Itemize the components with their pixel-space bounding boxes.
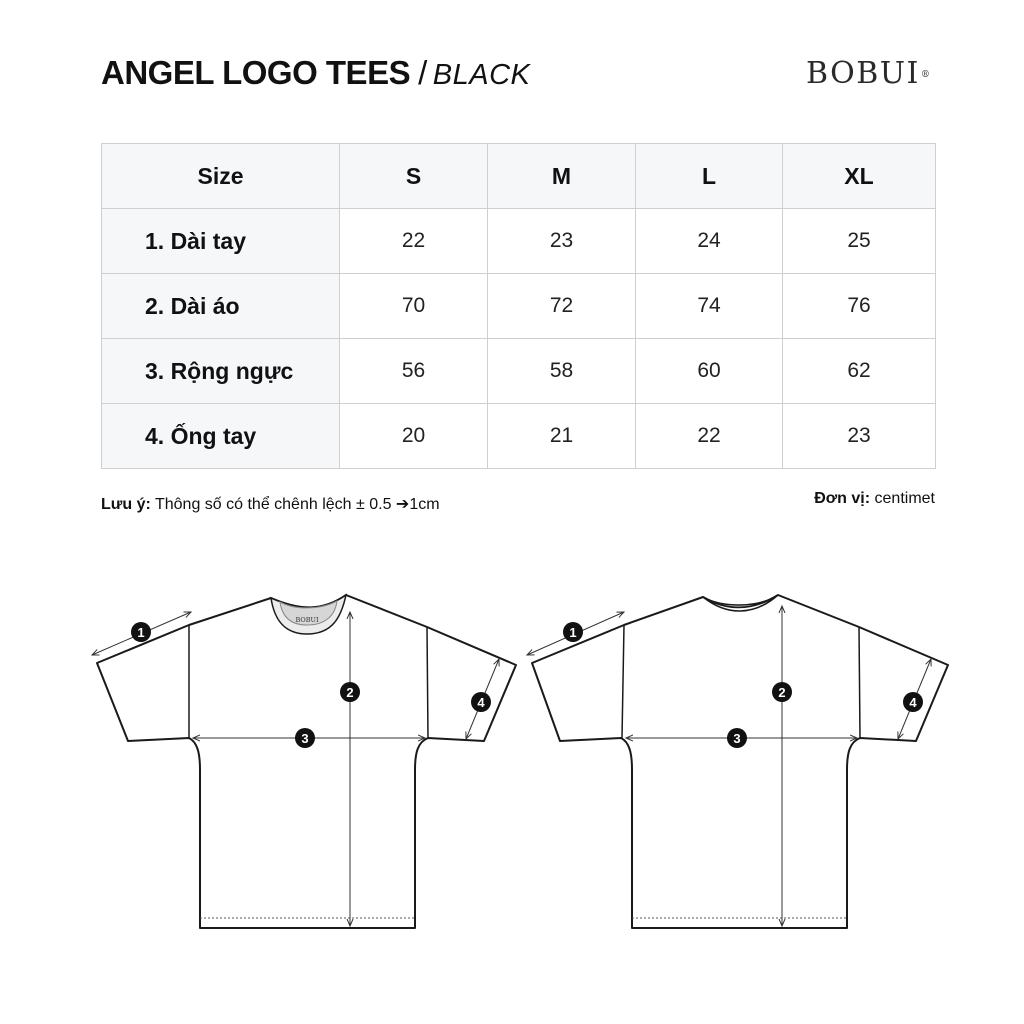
table-cell: 74 (636, 274, 783, 339)
tshirt-back-outline (532, 595, 948, 928)
size-chart-table (101, 143, 936, 469)
title-variant: BLACK (432, 59, 531, 91)
table-row (102, 404, 936, 469)
table-cell: 22 (340, 209, 488, 274)
table-cell: 25 (783, 209, 936, 274)
measurement-diagram (0, 560, 1024, 1000)
size-header-cell: Size (102, 144, 340, 209)
table-cell: 22 (636, 404, 783, 469)
product-title (101, 54, 530, 92)
tshirt-back (527, 595, 948, 928)
marker-1 (563, 622, 583, 642)
unit-text: centimet (874, 490, 935, 507)
right-armhole-seam (859, 627, 860, 738)
marker-3 (295, 728, 315, 748)
svg-text:3: 3 (733, 731, 741, 746)
title-name: ANGEL LOGO TEES (101, 54, 411, 91)
measurement-label: 3. Rộng ngực (102, 339, 340, 404)
table-cell: 76 (783, 274, 936, 339)
size-column-header: XL (783, 144, 936, 209)
table-row (102, 274, 936, 339)
table-cell: 62 (783, 339, 936, 404)
table-cell: 56 (340, 339, 488, 404)
unit-label: Đơn vị: (814, 490, 871, 507)
right-armhole-seam (427, 627, 428, 738)
note-text: Thông số có thể chênh lệch ± 0.5 ➔1cm (154, 496, 440, 513)
measurement-label: 4. Ống tay (102, 404, 340, 469)
svg-text:1: 1 (137, 625, 145, 640)
size-column-header: S (340, 144, 488, 209)
title-separator: / (418, 54, 427, 91)
registered-mark: ® (920, 70, 932, 80)
table-cell: 60 (636, 339, 783, 404)
size-column-header: M (488, 144, 636, 209)
note-label: Lưu ý: (101, 496, 151, 513)
marker-2 (340, 682, 360, 702)
table-cell: 58 (488, 339, 636, 404)
marker-3 (727, 728, 747, 748)
svg-text:4: 4 (909, 695, 917, 710)
table-cell: 23 (488, 209, 636, 274)
tolerance-note (101, 494, 440, 514)
measurement-label: 1. Dài tay (102, 209, 340, 274)
table-cell: 23 (783, 404, 936, 469)
table-cell: 24 (636, 209, 783, 274)
table-header-row (102, 144, 936, 209)
svg-text:1: 1 (569, 625, 577, 640)
table-row (102, 339, 936, 404)
marker-1 (131, 622, 151, 642)
table-row (102, 209, 936, 274)
svg-text:2: 2 (778, 685, 786, 700)
table-cell: 72 (488, 274, 636, 339)
marker-4 (903, 692, 923, 712)
brand-name: BOBUI (806, 56, 920, 91)
measurement-label: 2. Dài áo (102, 274, 340, 339)
table-cell: 20 (340, 404, 488, 469)
marker-2 (772, 682, 792, 702)
unit-note (814, 490, 935, 508)
svg-text:2: 2 (346, 685, 354, 700)
marker-4 (471, 692, 491, 712)
tshirt-front (92, 595, 516, 928)
size-column-header: L (636, 144, 783, 209)
table-cell: 70 (340, 274, 488, 339)
neck-label: BOBUI (295, 616, 319, 624)
svg-text:3: 3 (301, 731, 309, 746)
brand-logo (806, 56, 931, 91)
svg-text:4: 4 (477, 695, 485, 710)
table-cell: 21 (488, 404, 636, 469)
tshirt-front-outline (97, 595, 516, 928)
